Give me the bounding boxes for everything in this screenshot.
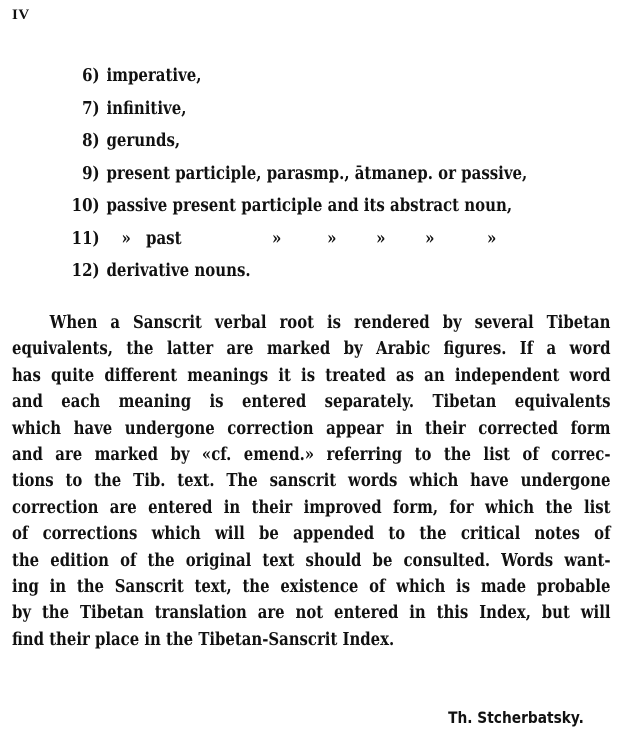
list-item-number: 9) <box>82 163 100 184</box>
list-item-text: gerunds, <box>106 131 181 151</box>
paragraph-line: equivalents, the latter are marked by Arabic figures. If a word <box>12 339 611 360</box>
page-number: IV <box>12 7 30 23</box>
ditto-mark: » <box>487 228 497 249</box>
paragraph-line: the edition of the original text should be consulted. Words want- <box>12 550 611 571</box>
paragraph-line: and each meaning is entered separately. Tibetan equivalents <box>12 392 611 413</box>
list-item-number: 11) <box>71 228 100 249</box>
paragraph-line: find their place in the Tibetan-Sanscrit Index. <box>12 629 395 650</box>
author-signature: Th. Stcherbatsky. <box>448 708 584 727</box>
list-item-number: 10) <box>71 196 100 216</box>
ditto-mark: » <box>121 228 131 249</box>
paragraph-line: ing in the Sanscrit text, the existence of which is made probable <box>12 576 611 597</box>
body-paragraph <box>12 310 611 653</box>
list-item-number: 8) <box>82 131 100 151</box>
ditto-mark: » <box>376 228 386 249</box>
paragraph-line: by the Tibetan translation are not entered in this Index, but will <box>12 603 611 624</box>
list-item <box>60 93 507 126</box>
list-item-text: infinitive, <box>106 98 187 119</box>
list-item-text: derivative nouns. <box>106 261 251 281</box>
paragraph-line: tions to the Tib. text. The sanscrit words which have undergone <box>12 471 611 492</box>
ditto-mark: » <box>327 228 337 249</box>
list-item-text: past <box>146 228 182 249</box>
ditto-mark: » <box>272 228 282 249</box>
list-item-text: present participle, parasmp., ātmanep. or passive, <box>106 163 528 184</box>
list-item <box>60 255 507 288</box>
list-item-number: 6) <box>82 66 100 86</box>
list-item <box>60 125 507 158</box>
paragraph-line: of corrections which will be appended to the critical notes of <box>12 524 611 545</box>
paragraph-line: has quite different meanings it is treated as an independent word <box>12 365 611 386</box>
list-item-ditto <box>60 223 507 256</box>
list-item <box>60 60 507 93</box>
paragraph-line: When a Sanscrit verbal root is rendered by several Tibetan <box>49 313 611 333</box>
paragraph-line: and are marked by «cf. emend.» referring to the list of correc- <box>12 444 611 465</box>
list-item-number: 7) <box>82 98 100 119</box>
list-item-number: 12) <box>71 261 100 281</box>
list-item-text: passive present participle and its abstract noun, <box>106 196 513 216</box>
list-item <box>60 158 528 191</box>
paragraph-line: correction are entered in their improved form, for which the list <box>12 497 611 518</box>
list-item-text: imperative, <box>106 66 202 86</box>
list-item <box>60 190 513 223</box>
grammatical-forms-list <box>60 60 528 288</box>
ditto-mark: » <box>425 228 435 249</box>
paragraph-line: which have undergone correction appear in their corrected form <box>12 418 611 439</box>
